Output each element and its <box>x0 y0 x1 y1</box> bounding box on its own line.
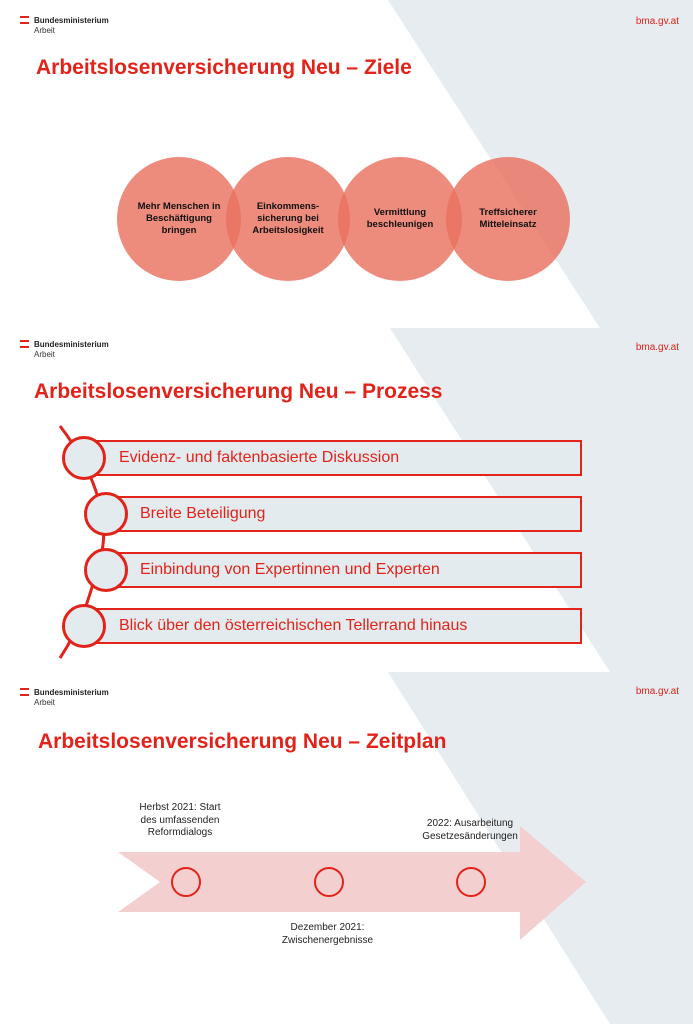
step-bullet <box>84 492 128 536</box>
goal-circle <box>446 157 570 281</box>
slide-ziele: Bundesministerium Arbeit bma.gv.at Arbeitslosenversicherung Neu – Ziele Mehr Menschen in Beschäftigung bringen Einkommens-sicherung bei Arbeitslosigkeit Vermittlung beschleunigen Treffsicherer Mitteleinsatz <box>0 0 693 328</box>
flag-icon <box>20 16 29 26</box>
goal-circle <box>226 157 350 281</box>
slide-zeitplan: Bundesministerium Arbeit bma.gv.at Arbeitslosenversicherung Neu – Zeitplan Herbst 2021: Start des umfassenden Reformdialogs 2022: Ausarbeitung Gesetzesänderungen Dezember 2021: Zwischenergebnisse <box>0 672 693 1024</box>
step-bullet <box>84 548 128 592</box>
flag-icon <box>20 340 29 350</box>
process-step <box>84 440 582 476</box>
goal-label: Vermittlung beschleunigen <box>366 207 434 230</box>
slide-prozess: Bundesministerium Arbeit bma.gv.at Arbeitslosenversicherung Neu – Prozess Evidenz- und faktenbasierte Diskussion Breite Beteiligung Einbindung von Expertinnen und Experten Blick über den österreichischen Tellerrand hinaus <box>0 328 693 672</box>
background-shape <box>0 0 693 328</box>
background-shape <box>0 672 693 1024</box>
goal-circle <box>338 157 462 281</box>
page-title: Arbeitslosenversicherung Neu – Prozess <box>34 380 443 403</box>
page-title: Arbeitslosenversicherung Neu – Zeitplan <box>38 730 447 753</box>
process-step <box>84 608 582 644</box>
step-label: Evidenz- und faktenbasierte Diskussion <box>119 449 400 466</box>
site-link[interactable]: bma.gv.at <box>635 342 679 353</box>
page-title: Arbeitslosenversicherung Neu – Ziele <box>36 56 412 79</box>
milestone-dot <box>456 867 486 897</box>
goal-label: Treffsicherer Mitteleinsatz <box>479 207 537 230</box>
step-bullet <box>62 604 106 648</box>
process-step <box>106 496 582 532</box>
milestone-dot <box>171 867 201 897</box>
goal-label: Einkommens-sicherung bei Arbeitslosigkeit <box>252 201 324 236</box>
step-bullet <box>62 436 106 480</box>
milestone-label: Herbst 2021: Start des umfassenden Reformdialogs <box>139 802 221 838</box>
site-link[interactable]: bma.gv.at <box>635 16 679 27</box>
milestone-label: Dezember 2021: Zwischenergebnisse <box>281 922 374 946</box>
milestone-label: 2022: Ausarbeitung Gesetzesänderungen <box>422 818 518 842</box>
site-link[interactable]: bma.gv.at <box>635 686 679 697</box>
goal-circle <box>117 157 241 281</box>
step-label: Breite Beteiligung <box>140 505 266 522</box>
step-label: Einbindung von Expertinnen und Experten <box>140 561 440 578</box>
goal-label: Mehr Menschen in Beschäftigung bringen <box>137 201 221 236</box>
step-label: Blick über den österreichischen Tellerrand hinaus <box>119 617 468 634</box>
milestone-dot <box>314 867 344 897</box>
flag-icon <box>20 688 29 698</box>
process-step <box>106 552 582 588</box>
